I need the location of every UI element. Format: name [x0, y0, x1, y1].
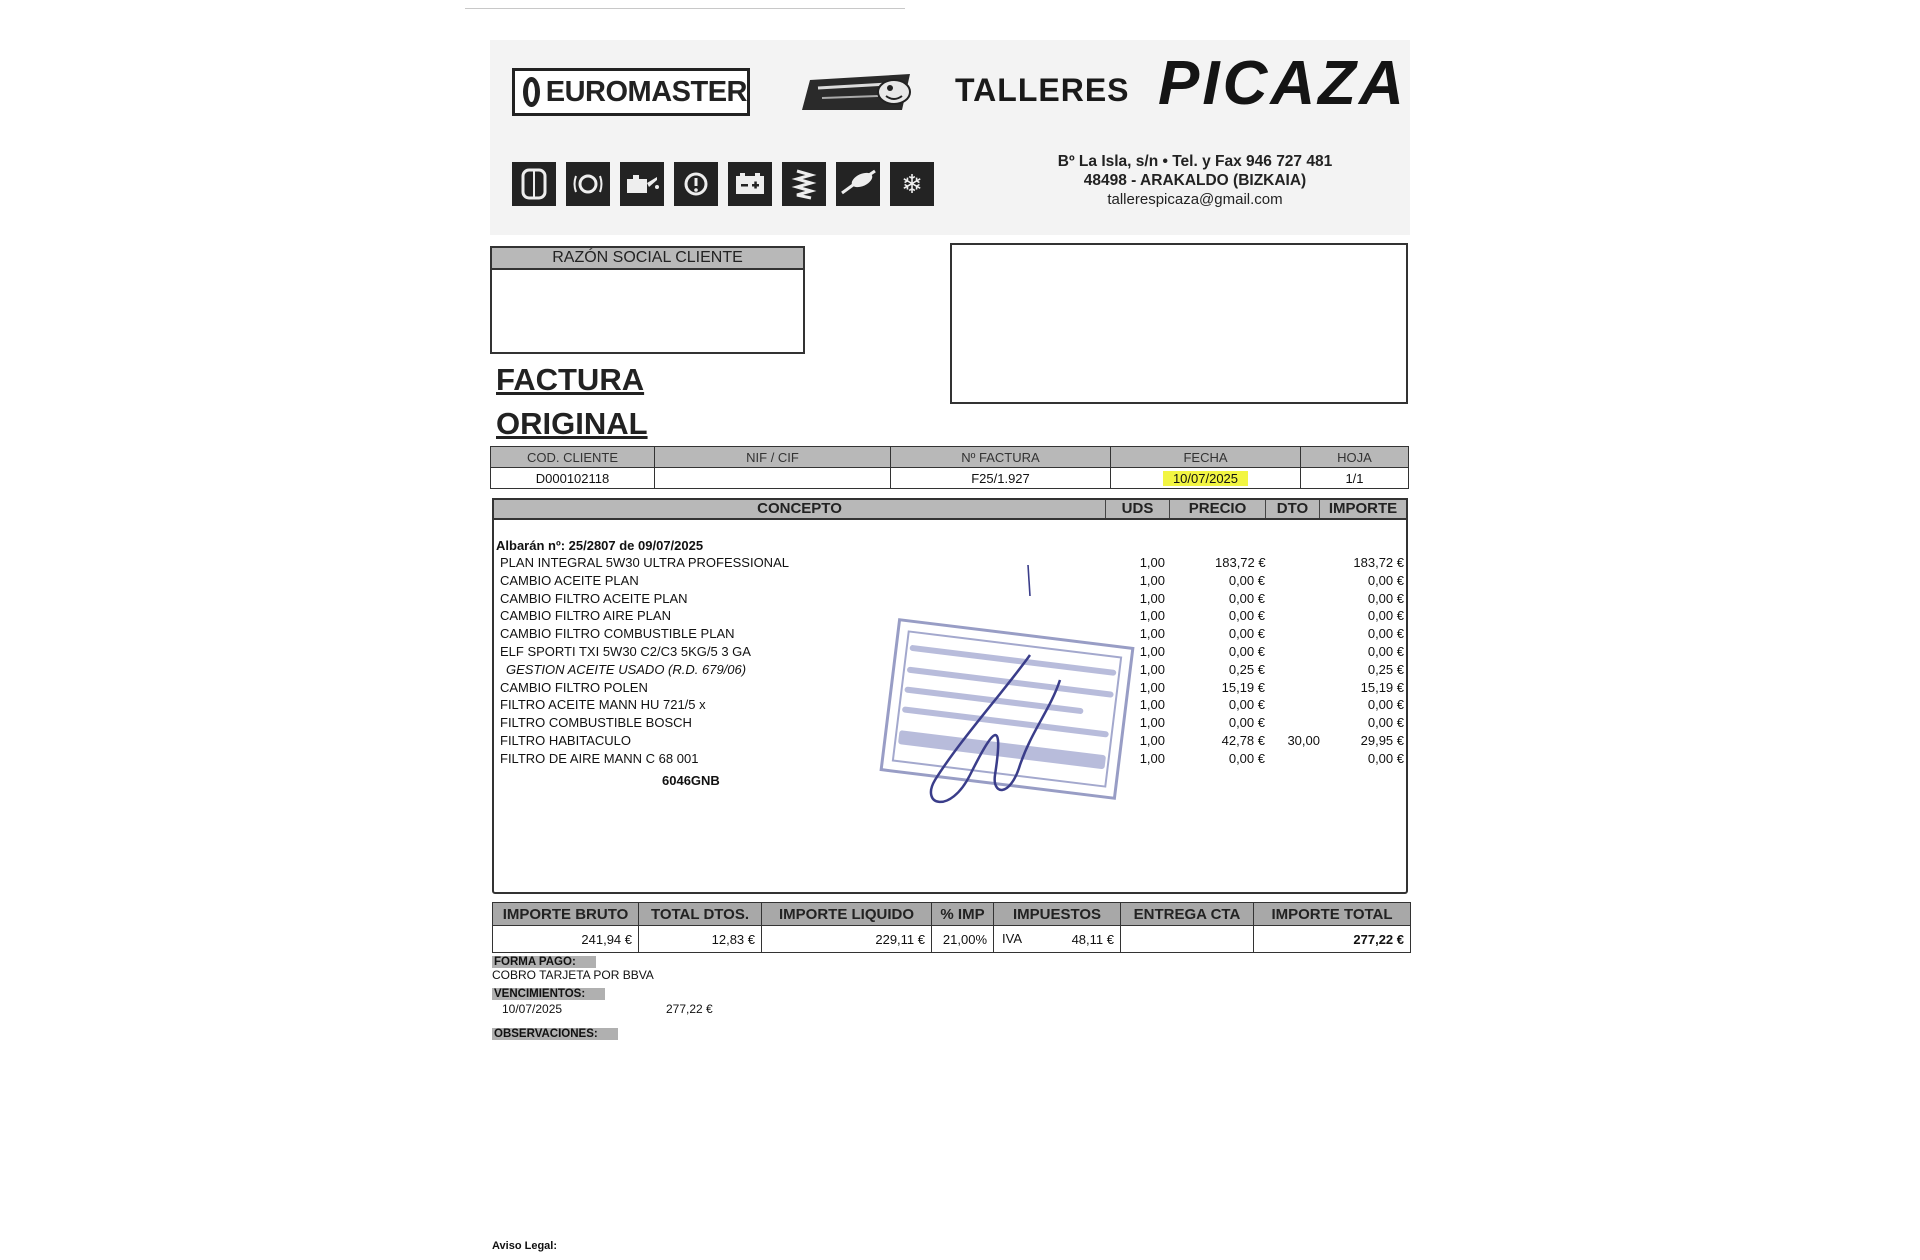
line-units: 1,00: [1139, 572, 1165, 588]
line-amount: 0,00 €: [1367, 715, 1404, 731]
line-price: 0,00 €: [1228, 608, 1265, 624]
header-num-factura: Nº FACTURA: [891, 447, 1111, 468]
line-price: 15,19 €: [1221, 679, 1265, 695]
line-amount: 0,00 €: [1367, 750, 1404, 766]
header-fecha: FECHA: [1111, 447, 1301, 468]
spring-icon: [782, 162, 826, 206]
exhaust-icon: [836, 162, 880, 206]
company-prefix: TALLERES: [955, 72, 1130, 108]
vehicle-plate: 6046GNB: [662, 773, 720, 788]
invoice-date-cell: [1111, 468, 1301, 489]
importe-total: 277,22 €: [1254, 926, 1411, 953]
line-amount: 29,95 €: [1360, 733, 1404, 748]
line-description: GESTION ACEITE USADO (R.D. 679/06): [506, 661, 747, 677]
line-price: 0,00 €: [1228, 644, 1265, 659]
header-pct-imp: % IMP: [932, 903, 994, 926]
line-description: CAMBIO FILTRO POLEN: [500, 679, 648, 695]
line-units: 1,00: [1139, 590, 1165, 606]
address-line-2: 48498 - ARAKALDO (BIZKAIA): [1083, 172, 1307, 189]
invoice-info-table: [490, 446, 1409, 489]
line-amount: 0,25 €: [1367, 661, 1404, 677]
line-units: 1,00: [1139, 644, 1165, 659]
line-units: 1,00: [1139, 626, 1165, 642]
header-entrega-cta: ENTREGA CTA: [1121, 903, 1254, 926]
line-units: 1,00: [1139, 555, 1165, 570]
line-description: PLAN INTEGRAL 5W30 ULTRA PROFESSIONAL: [500, 555, 789, 570]
line-price: 42,78 €: [1221, 733, 1265, 748]
nif-cif-value: [655, 468, 891, 489]
company-email: tallerespicaza@gmail.com: [1107, 191, 1283, 208]
totals-table: [492, 902, 1411, 953]
scan-edge-line: [465, 8, 905, 9]
line-amount: 0,00 €: [1367, 697, 1404, 713]
line-amount: 0,00 €: [1367, 626, 1404, 642]
payment-method-label: FORMA PAGO:: [492, 956, 596, 968]
company-address: [1045, 152, 1345, 209]
address-line-1: Bº La Isla, s/n • Tel. y Fax 946 727 481: [1057, 153, 1333, 170]
due-dates-label-wrap: [492, 984, 605, 1002]
euromaster-logo: [512, 68, 750, 116]
header-importe-liquido: IMPORTE LIQUIDO: [762, 903, 932, 926]
michelin-logo: [798, 70, 918, 114]
page-number: 1/1: [1301, 468, 1409, 489]
observations-label-wrap: [492, 1024, 618, 1042]
invoice-number: F25/1.927: [891, 468, 1111, 489]
line-description: CAMBIO FILTRO AIRE PLAN: [500, 608, 671, 624]
brake-icon: [566, 162, 610, 206]
invoice-date: 10/07/2025: [1163, 471, 1248, 486]
document-copy-label: ORIGINAL: [496, 406, 648, 441]
header-uds: UDS: [1106, 500, 1170, 518]
line-price: 0,00 €: [1228, 750, 1265, 766]
line-units: 1,00: [1139, 715, 1165, 731]
header-importe-total: IMPORTE TOTAL: [1254, 903, 1411, 926]
client-code: D000102118: [491, 468, 655, 489]
battery-icon: [728, 162, 772, 206]
line-units: 1,00: [1139, 750, 1165, 766]
line-price: 0,00 €: [1228, 715, 1265, 731]
line-units: 1,00: [1139, 679, 1165, 695]
warning-light-icon: [674, 162, 718, 206]
snowflake-icon: ❄: [890, 162, 934, 206]
line-amount: 0,00 €: [1367, 572, 1404, 588]
line-description: FILTRO ACEITE MANN HU 721/5 x: [500, 697, 706, 713]
concept-header: [492, 498, 1408, 520]
due-amount: 277,22 €: [666, 1002, 713, 1016]
line-price: 0,00 €: [1228, 590, 1265, 606]
company-name: PICAZA: [1158, 49, 1407, 118]
line-description: FILTRO HABITACULO: [500, 733, 631, 748]
line-units: 1,00: [1139, 661, 1165, 677]
tire-icon: [512, 162, 556, 206]
header-total-dtos: TOTAL DTOS.: [639, 903, 762, 926]
euromaster-emblem-icon: [523, 77, 540, 107]
header-hoja: HOJA: [1301, 447, 1409, 468]
line-amount: 0,00 €: [1367, 590, 1404, 606]
line-price: 0,25 €: [1228, 661, 1265, 677]
line-discount: 30,00: [1287, 733, 1320, 748]
line-price: 183,72 €: [1215, 555, 1266, 570]
observations-label: OBSERVACIONES:: [492, 1028, 618, 1040]
line-units: 1,00: [1139, 608, 1165, 624]
header-cod-cliente: COD. CLIENTE: [491, 447, 655, 468]
line-description: CAMBIO ACEITE PLAN: [500, 572, 639, 588]
header-nif-cif: NIF / CIF: [655, 447, 891, 468]
header-importe: IMPORTE: [1328, 500, 1398, 517]
service-icons: [512, 162, 934, 206]
header-concepto: CONCEPTO: [494, 500, 1106, 518]
line-description: CAMBIO FILTRO COMBUSTIBLE PLAN: [500, 626, 735, 642]
pct-imp: 21,00%: [932, 926, 994, 953]
client-name-label: RAZÓN SOCIAL CLIENTE: [490, 246, 805, 270]
tax-type: IVA: [1002, 931, 1022, 946]
total-dtos: 12,83 €: [639, 926, 762, 953]
impuestos-cell: [994, 926, 1121, 953]
line-price: 0,00 €: [1228, 626, 1265, 642]
line-description: ELF SPORTI TXI 5W30 C2/C3 5KG/5 3 GA: [500, 644, 751, 659]
entrega-cta: [1121, 926, 1254, 953]
line-price: 0,00 €: [1228, 697, 1265, 713]
legal-notice-label: Aviso Legal:: [492, 1240, 557, 1252]
header-precio: PRECIO: [1170, 500, 1266, 518]
euromaster-logo-text: EUROMASTER: [545, 75, 747, 108]
due-dates-label: VENCIMIENTOS:: [492, 988, 605, 1000]
payment-method: COBRO TARJETA POR BBVA: [492, 968, 654, 982]
delivery-note-ref: Albarán nº: 25/2807 de 09/07/2025: [496, 538, 704, 553]
oil-can-icon: [620, 162, 664, 206]
client-address-box: [950, 243, 1408, 404]
line-description: FILTRO COMBUSTIBLE BOSCH: [500, 715, 692, 731]
header-dto: DTO: [1266, 500, 1320, 518]
line-description: CAMBIO FILTRO ACEITE PLAN: [500, 590, 688, 606]
line-amount: 0,00 €: [1367, 644, 1404, 659]
line-amount: 0,00 €: [1367, 608, 1404, 624]
importe-bruto: 241,94 €: [493, 926, 639, 953]
handwritten-signature: [900, 560, 1100, 820]
line-units: 1,00: [1139, 733, 1165, 748]
importe-liquido: 229,11 €: [762, 926, 932, 953]
line-amount: 183,72 €: [1353, 555, 1404, 570]
line-description: FILTRO DE AIRE MANN C 68 001: [500, 750, 699, 766]
document-title: FACTURA: [496, 362, 645, 397]
header-impuestos: IMPUESTOS: [994, 903, 1121, 926]
tax-amount: 48,11 €: [1071, 931, 1114, 947]
header-importe-bruto: IMPORTE BRUTO: [493, 903, 639, 926]
line-price: 0,00 €: [1228, 572, 1265, 588]
line-units: 1,00: [1139, 697, 1165, 713]
line-amount: 15,19 €: [1360, 679, 1404, 695]
due-date: 10/07/2025: [502, 1002, 563, 1016]
